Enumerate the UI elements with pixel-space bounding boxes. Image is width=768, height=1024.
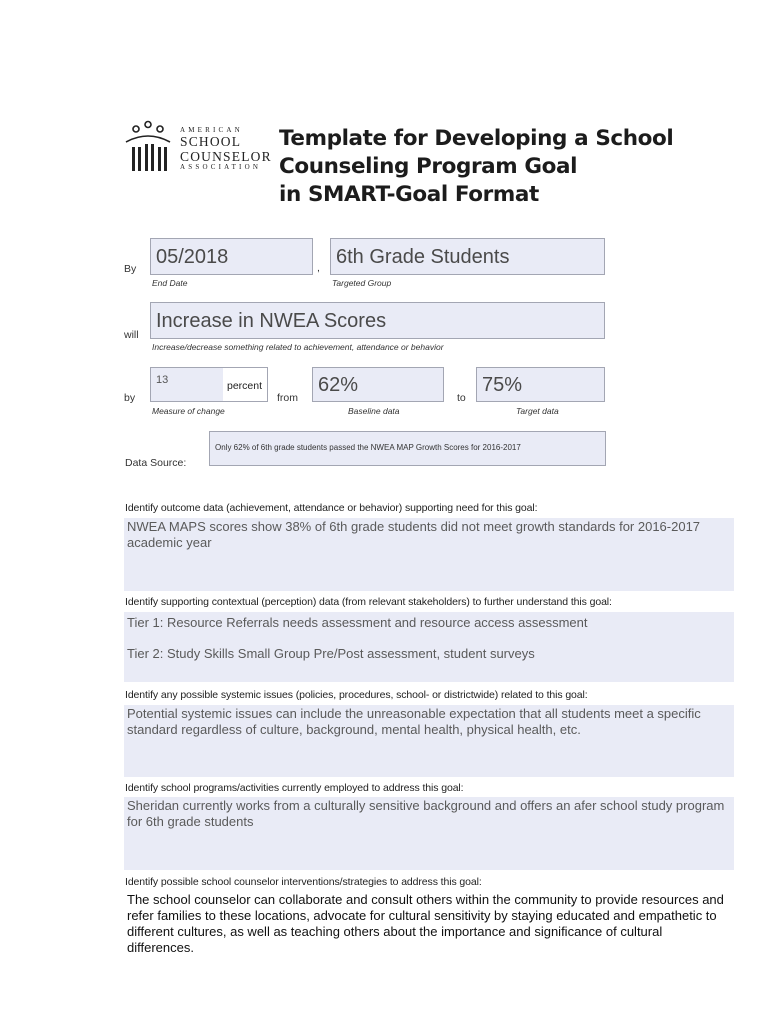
measure-box bbox=[150, 367, 268, 402]
will-label: will bbox=[124, 329, 139, 341]
logo-line-3: COUNSELOR bbox=[180, 148, 272, 164]
contextual-data-tier2: Tier 2: Study Skills Small Group Pre/Post assessment, student surveys bbox=[127, 646, 535, 661]
targeted-group-caption: Targeted Group bbox=[332, 278, 392, 288]
end-date-caption: End Date bbox=[152, 278, 188, 288]
interventions-text: The school counselor can collaborate and consult others within the community to provide resources and refer families to these locations, advocate for cultural sensitivity by staying educated and empathetic to different cultures, as well as teaching others about the importance and significance of cultural differences. bbox=[127, 892, 724, 955]
logo-line-1: AMERICAN bbox=[180, 126, 243, 134]
targeted-group-field[interactable]: 6th Grade Students bbox=[330, 238, 605, 275]
percent-label: percent bbox=[227, 380, 263, 392]
school-programs-question: Identify school programs/activities currently employed to address this goal: bbox=[125, 782, 464, 794]
school-programs-answer[interactable] bbox=[124, 797, 734, 870]
title-line-3: in SMART-Goal Format bbox=[279, 182, 539, 207]
contextual-data-question: Identify supporting contextual (perception) data (from relevant stakeholders) to further understand this goal: bbox=[125, 596, 612, 608]
systemic-issues-question: Identify any possible systemic issues (policies, procedures, school- or districtwide) related to this goal: bbox=[125, 689, 588, 701]
comma-separator: , bbox=[317, 262, 320, 274]
measure-field[interactable]: 13 bbox=[151, 368, 223, 401]
change-caption: Increase/decrease something related to achievement, attendance or behavior bbox=[152, 342, 444, 352]
interventions-answer[interactable] bbox=[124, 891, 734, 963]
target-caption: Target data bbox=[516, 406, 559, 416]
title-line-2: Counseling Program Goal bbox=[279, 154, 578, 179]
systemic-issues-text: Potential systemic issues can include the unreasonable expectation that all students meet a specific standard regardless of culture, background, mental health, physical health, etc. bbox=[127, 706, 701, 737]
baseline-field[interactable]: 62% bbox=[312, 367, 444, 402]
logo-line-2: SCHOOL bbox=[180, 134, 242, 149]
title-line-1: Template for Developing a School bbox=[279, 126, 674, 151]
page-title bbox=[279, 125, 749, 209]
by-label: By bbox=[124, 263, 137, 275]
measure-caption: Measure of change bbox=[152, 406, 225, 416]
logo-line-4: ASSOCIATION bbox=[180, 163, 262, 171]
by2-label: by bbox=[124, 392, 136, 404]
outcome-data-text: NWEA MAPS scores show 38% of 6th grade students did not meet growth standards for 2016-2017 academic year bbox=[127, 519, 701, 550]
from-label: from bbox=[277, 392, 298, 404]
baseline-caption: Baseline data bbox=[348, 406, 400, 416]
to-label: to bbox=[457, 392, 466, 404]
contextual-data-answer[interactable] bbox=[124, 612, 734, 682]
interventions-question: Identify possible school counselor interventions/strategies to address this goal: bbox=[125, 876, 482, 888]
school-programs-text: Sheridan currently works from a culturally sensitive background and offers an afer school study program for 6th grade students bbox=[127, 798, 725, 829]
end-date-field[interactable]: 05/2018 bbox=[150, 238, 313, 275]
systemic-issues-answer[interactable] bbox=[124, 705, 734, 777]
data-source-label: Data Source: bbox=[125, 457, 187, 469]
outcome-data-question: Identify outcome data (achievement, attendance or behavior) supporting need for this goal: bbox=[125, 502, 538, 514]
asca-logo-text bbox=[180, 127, 272, 171]
data-source-field[interactable]: Only 62% of 6th grade students passed the NWEA MAP Growth Scores for 2016-2017 bbox=[209, 431, 606, 466]
change-field[interactable]: Increase in NWEA Scores bbox=[150, 302, 605, 339]
contextual-data-tier1: Tier 1: Resource Referrals needs assessment and resource access assessment bbox=[127, 615, 588, 630]
outcome-data-answer[interactable] bbox=[124, 518, 734, 591]
target-field[interactable]: 75% bbox=[476, 367, 605, 402]
